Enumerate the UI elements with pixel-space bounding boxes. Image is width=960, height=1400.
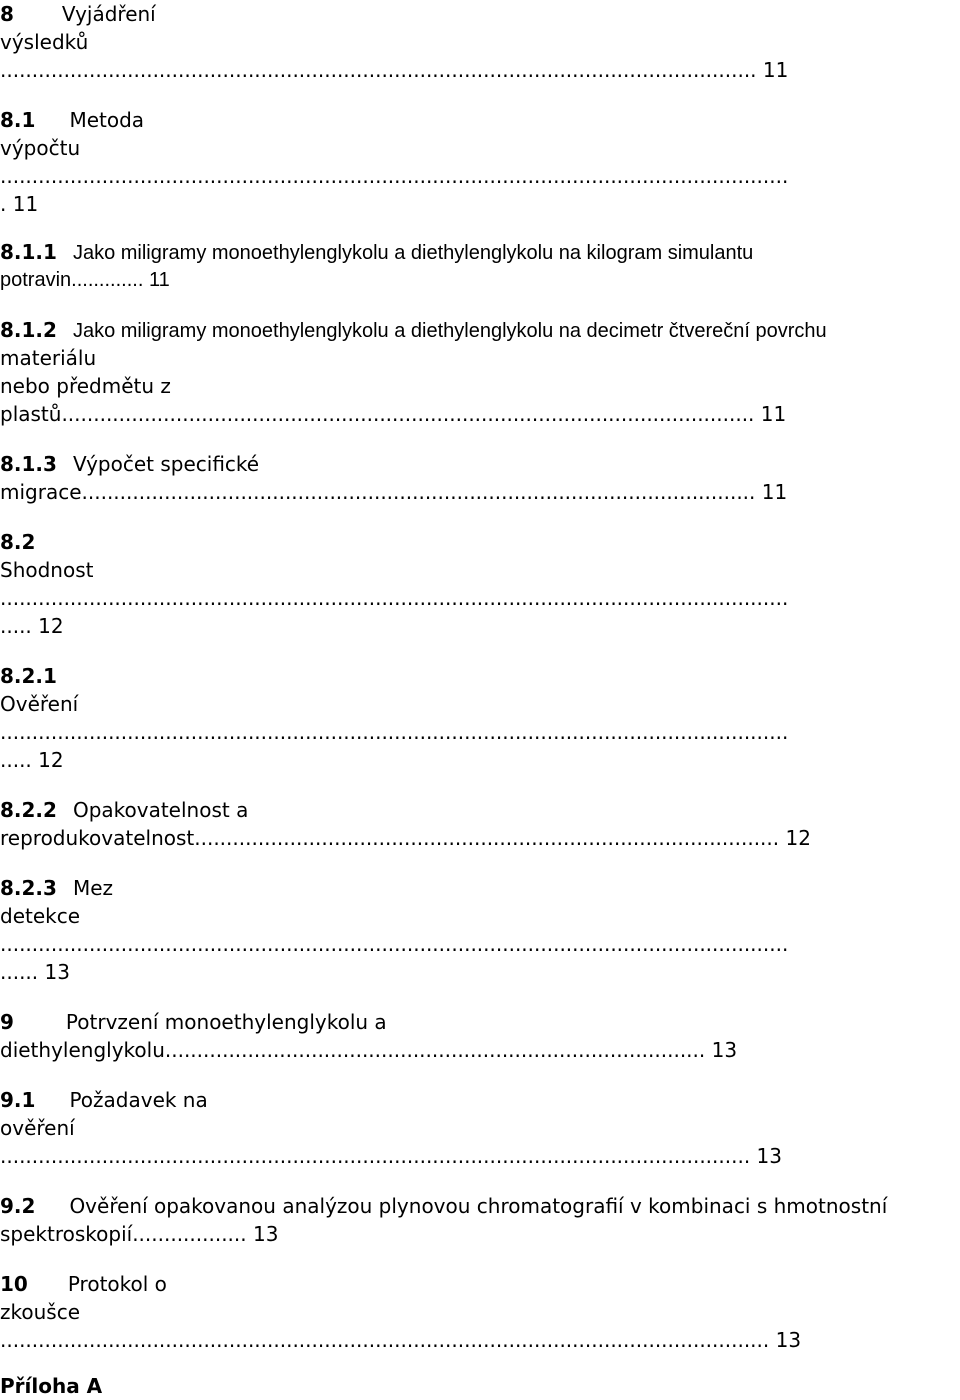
- toc-title: Opakovatelnost a: [72, 798, 249, 822]
- toc-line: ověření: [0, 1116, 75, 1140]
- toc-number: 8.1.1: [0, 240, 57, 264]
- toc-entry-8-1-1[interactable]: [0, 238, 753, 266]
- toc-dots-page: spektroskopií.................. 13: [0, 1222, 279, 1246]
- toc-page: ...... 13: [0, 960, 70, 984]
- toc-title: Výpočet specifické: [72, 452, 260, 476]
- toc-dots: ............................................................................................................................: [0, 586, 789, 610]
- toc-title: Jako miligramy monoethylenglykolu a diethylenglykolu na kilogram simulantu: [72, 242, 754, 264]
- toc-dots-page: reprodukovatelnost............................................................................................ 12: [0, 826, 811, 850]
- toc-number: 8: [0, 2, 14, 26]
- toc-dots-page: ....................................................................................................................... 11: [0, 58, 789, 82]
- toc-number: 8.2: [0, 530, 36, 554]
- toc-dots-page: ...................................................................................................................... 13: [0, 1144, 782, 1168]
- toc-entry-8[interactable]: [0, 0, 156, 28]
- toc-entry-9-1[interactable]: [0, 1086, 208, 1114]
- toc-entry-8-1[interactable]: [0, 106, 144, 134]
- toc-number: 9.2: [0, 1194, 36, 1218]
- toc-number: 8.2.2: [0, 798, 57, 822]
- toc-entry-9-2[interactable]: [0, 1192, 887, 1220]
- annex-heading[interactable]: Příloha A: [0, 1374, 103, 1398]
- toc-entry-8-2-3[interactable]: [0, 874, 113, 902]
- toc-number: 8.1.3: [0, 452, 57, 476]
- toc-line: výsledků: [0, 30, 89, 54]
- toc-entry-8-2-2[interactable]: [0, 796, 248, 824]
- toc-title: Mez: [72, 876, 114, 900]
- toc-entry-8-1-3[interactable]: [0, 450, 259, 478]
- toc-number: 8.1.2: [0, 318, 57, 342]
- toc-line: zkoušce: [0, 1300, 80, 1324]
- toc-dots-page: diethylenglykolu..................................................................................... 13: [0, 1038, 738, 1062]
- toc-number: 8.2.1: [0, 664, 57, 688]
- toc-page: ..... 12: [0, 614, 64, 638]
- toc-number: 8.2.3: [0, 876, 57, 900]
- toc-line: Shodnost: [0, 558, 94, 582]
- toc-dots-page: plastů............................................................................................................. 11: [0, 402, 787, 426]
- toc-number: 9.1: [0, 1088, 36, 1112]
- toc-line: výpočtu: [0, 136, 81, 160]
- toc-page: ..... 12: [0, 748, 64, 772]
- toc-dots: ............................................................................................................................: [0, 720, 789, 744]
- toc-title: Vyjádření: [61, 2, 156, 26]
- toc-dots-page: ......................................................................................................................... 13: [0, 1328, 802, 1352]
- toc-dots: ............................................................................................................................: [0, 932, 789, 956]
- toc-title: Metoda: [69, 108, 145, 132]
- toc-dots-page: potravin............. 11: [0, 269, 170, 291]
- toc-page: . 11: [0, 192, 39, 216]
- toc-dots: ............................................................................................................................: [0, 164, 789, 188]
- toc-entry-9[interactable]: [0, 1008, 387, 1036]
- toc-title: Ověření opakovanou analýzou plynovou chromatografií v kombinaci s hmotnostní: [69, 1194, 888, 1218]
- toc-line: materiálu: [0, 346, 97, 370]
- toc-entry-8-2-1[interactable]: [0, 662, 57, 690]
- toc-line: Ověření: [0, 692, 79, 716]
- toc-title: Jako miligramy monoethylenglykolu a diethylenglykolu na decimetr čtvereční povrchu: [72, 320, 827, 342]
- toc-title: Potrvzení monoethylenglykolu a: [65, 1010, 387, 1034]
- toc-entry-8-2[interactable]: [0, 528, 35, 556]
- toc-number: 10: [0, 1272, 28, 1296]
- toc-title: Protokol o: [67, 1272, 167, 1296]
- toc-entry-8-1-2[interactable]: [0, 316, 827, 344]
- toc-number: 9: [0, 1010, 14, 1034]
- toc-line: detekce: [0, 904, 81, 928]
- toc-entry-10[interactable]: [0, 1270, 167, 1298]
- toc-number: 8.1: [0, 108, 36, 132]
- toc-title: Požadavek na: [69, 1088, 208, 1112]
- toc-line: nebo předmětu z: [0, 374, 171, 398]
- toc-dots-page: migrace.......................................................................................................... 11: [0, 480, 788, 504]
